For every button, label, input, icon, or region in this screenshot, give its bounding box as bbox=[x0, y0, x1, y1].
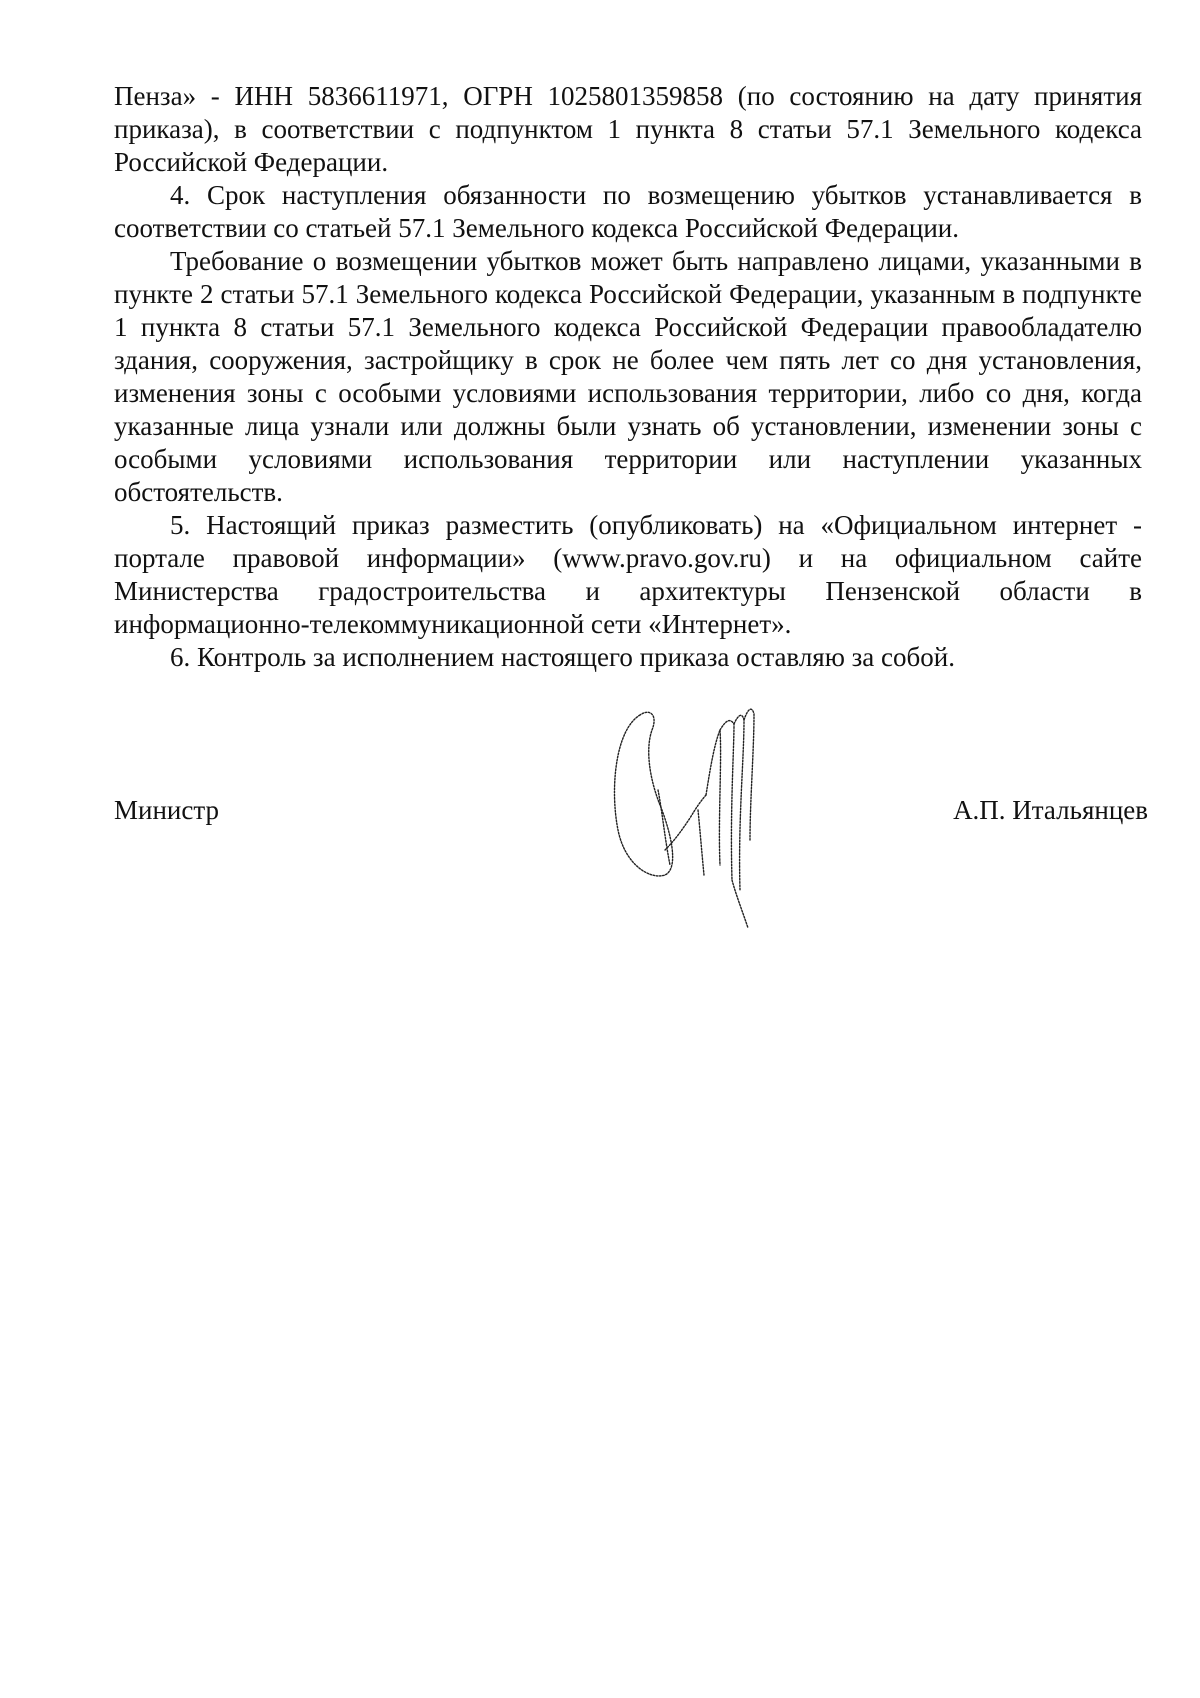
signatory-name: А.П. Итальянцев bbox=[953, 795, 1148, 825]
paragraph-continuation: Пенза» - ИНН 5836611971, ОГРН 1025801359858 (по состоянию на дату принятия приказа), в соответствии с подпунктом 1 пункта 8 статьи 57.1 Земельного кодекса Российской Федерации. bbox=[114, 81, 1142, 177]
paragraph-item-5: 5. Настоящий приказ разместить (опубликовать) на «Официальном интернет - портале правовой информации» (www.pravo.gov.ru) и на официальном сайте Министерства градостроительства и архитектуры Пензенской области в информационно-телекоммуникационной сети «Интернет». bbox=[114, 510, 1142, 639]
paragraph-item-6: 6. Контроль за исполнением настоящего приказа оставляю за собой. bbox=[170, 642, 955, 672]
paragraph-damages-claim: Требование о возмещении убытков может быть направлено лицами, указанными в пункте 2 статьи 57.1 Земельного кодекса Российской Федерации, указанным в подпункте 1 пункта 8 статьи 57.1 Земельного кодекса Российской Федерации правообладателю здания, сооружения, застройщику в срок не более чем пять лет со дня установления, изменения зоны с особыми условиями использования территории, либо со дня, когда указанные лица узнали или должны были узнать об установлении, изменении зоны с особыми условиями использования территории или наступлении указанных обстоятельств. bbox=[114, 246, 1142, 507]
signature-icon bbox=[610, 690, 790, 940]
paragraph-item-4: 4. Срок наступления обязанности по возмещению убытков устанавливается в соответствии со статьей 57.1 Земельного кодекса Российской Федерации. bbox=[114, 180, 1142, 243]
signatory-title: Министр bbox=[114, 795, 219, 825]
document-body bbox=[114, 80, 1142, 674]
